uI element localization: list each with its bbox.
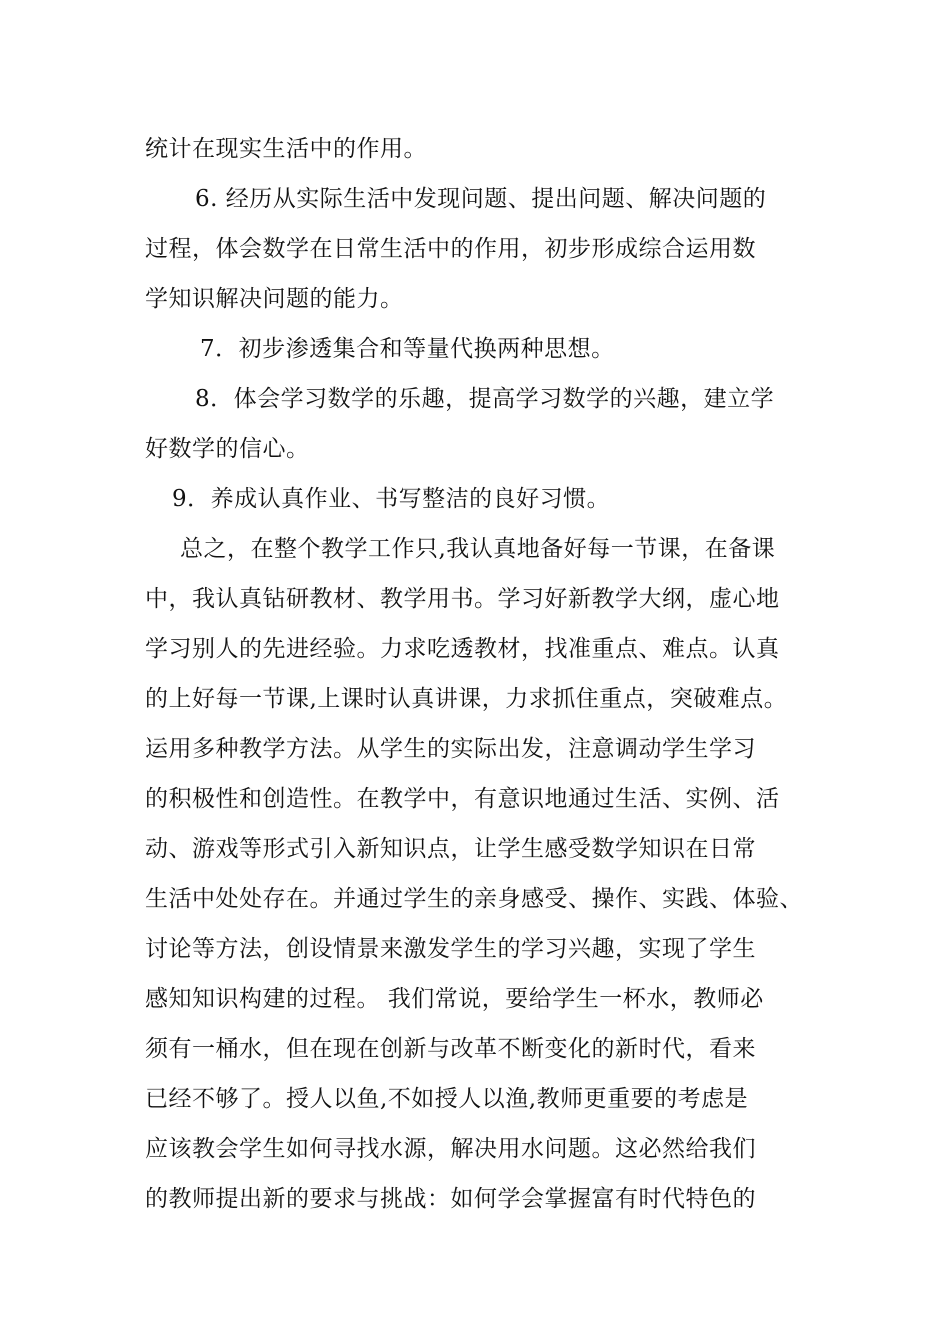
text-line: 生活中处处存在。并通过学生的亲身感受、操作、实践、体验、 bbox=[145, 886, 803, 912]
text-line: 的教师提出新的要求与挑战：如何学会掌握富有时代特色的 bbox=[145, 1186, 756, 1212]
text-line: 感知知识构建的过程。 我们常说，要给学生一杯水，教师必 bbox=[145, 986, 764, 1012]
text-line: 的上好每一节课,上课时认真讲课，力求抓住重点，突破难点。 bbox=[145, 686, 788, 712]
text-line: 的积极性和创造性。在教学中，有意识地通过生活、实例、活 bbox=[145, 786, 780, 812]
text-line: 须有一桶水，但在现在创新与改革不断变化的新时代，看来 bbox=[145, 1036, 756, 1062]
text-line: 6. 经历从实际生活中发现问题、提出问题、解决问题的 bbox=[195, 186, 767, 212]
text-line: 过程，体会数学在日常生活中的作用，初步形成综合运用数 bbox=[145, 236, 756, 262]
text-line: 总之，在整个教学工作只,我认真地备好每一节课，在备课 bbox=[180, 536, 776, 562]
text-line: 学习别人的先进经验。力求吃透教材，找准重点、难点。认真 bbox=[145, 636, 780, 662]
text-line: 7．初步渗透集合和等量代换两种思想。 bbox=[200, 336, 615, 362]
text-line: 运用多种教学方法。从学生的实际出发，注意调动学生学习 bbox=[145, 736, 756, 762]
text-line: 已经不够了。授人以鱼,不如授人以渔,教师更重要的考虑是 bbox=[145, 1086, 749, 1112]
text-line: 8．体会学习数学的乐趣，提高学习数学的兴趣，建立学 bbox=[195, 386, 775, 412]
text-line: 统计在现实生活中的作用。 bbox=[145, 136, 427, 162]
text-line: 中，我认真钻研教材、教学用书。学习好新教学大纲，虚心地 bbox=[145, 586, 780, 612]
text-line: 应该教会学生如何寻找水源，解决用水问题。这必然给我们 bbox=[145, 1136, 756, 1162]
text-line: 好数学的信心。 bbox=[145, 436, 310, 462]
text-line: 讨论等方法，创设情景来激发学生的学习兴趣，实现了学生 bbox=[145, 936, 756, 962]
text-line: 学知识解决问题的能力。 bbox=[145, 286, 404, 312]
text-line: 动、游戏等形式引入新知识点，让学生感受数学知识在日常 bbox=[145, 836, 756, 862]
text-line: 9．养成认真作业、书写整洁的良好习惯。 bbox=[172, 486, 611, 512]
